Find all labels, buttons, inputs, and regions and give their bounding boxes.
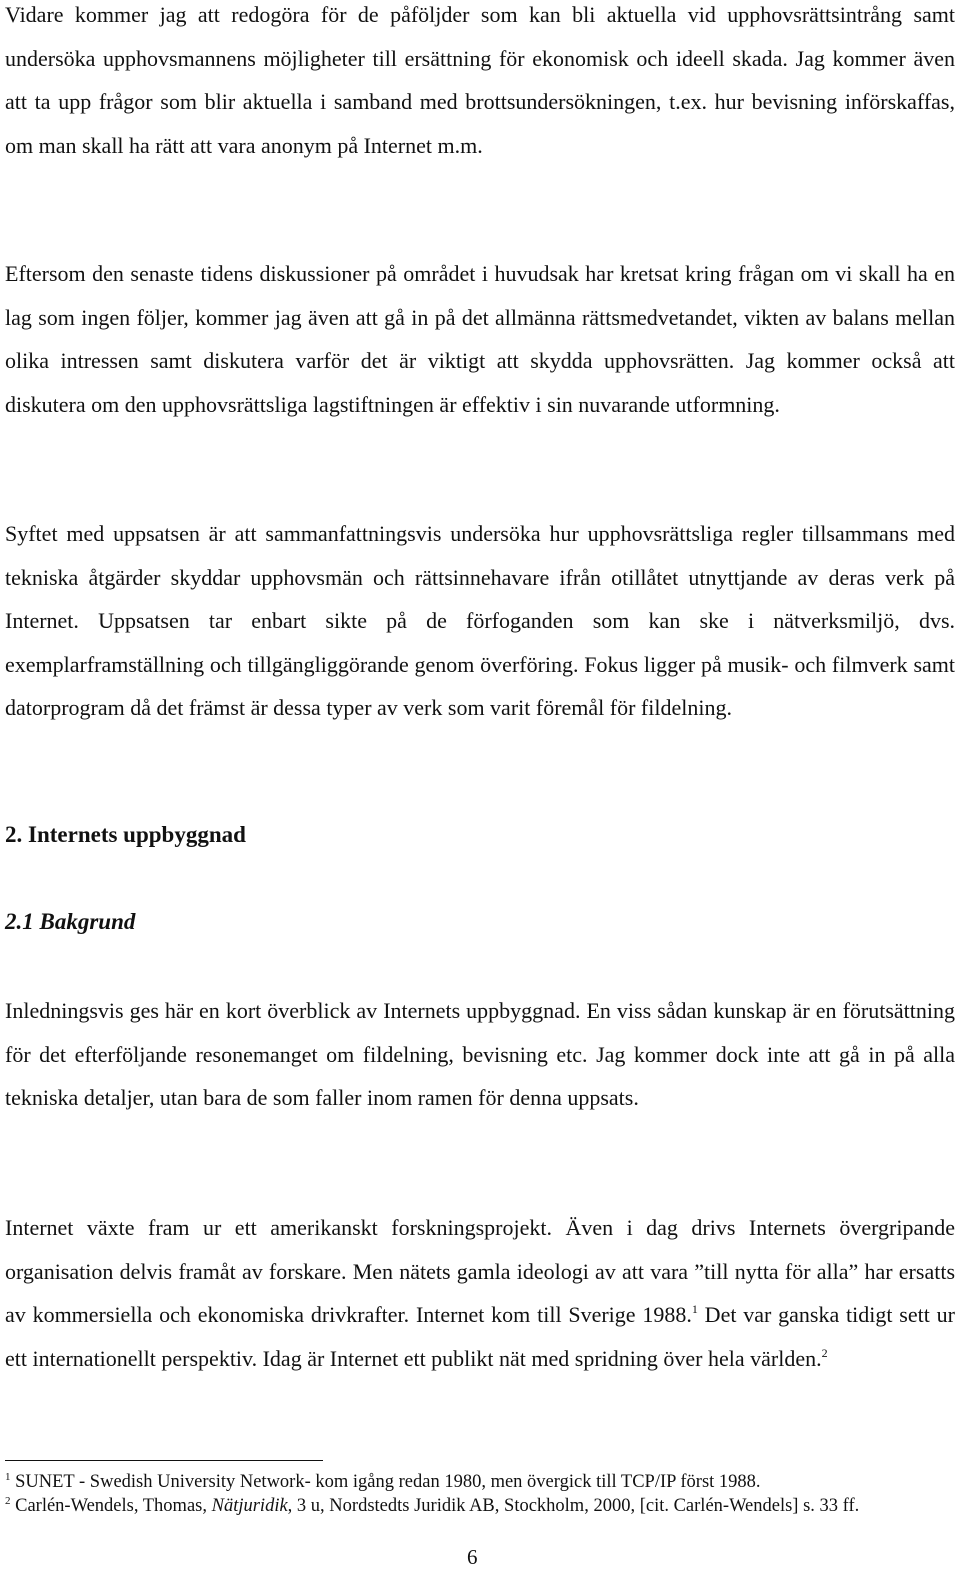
- subsection-heading: 2.1 Bakgrund: [5, 909, 136, 934]
- page-number: 6: [467, 1545, 478, 1569]
- footnote-marker: 2: [5, 1495, 11, 1507]
- paragraph-scope: Vidare kommer jag att redogöra för de påföljder som kan bli aktuella vid upphovsrättsintrång samt undersöka upphovsmannens möjligheter till ersättning för ekonomisk och ideell skada. Jag kommer även att ta upp frågor som blir aktuella i samband med brottsundersökningen, t.ex. hur bevisning införskaffas, om man skall ha rätt att vara anonym på Internet m.m.: [5, 2, 955, 158]
- footnote-text: SUNET - Swedish University Network- kom igång redan 1980, men övergick till TCP/IP först 1988.: [10, 1472, 761, 1492]
- section-heading: 2. Internets uppbyggnad: [5, 822, 246, 847]
- background-text-part2: Det var ganska tidigt sett ur ett internationellt perspektiv. Idag är Internet ett publikt nät med spridning över hela världen.: [5, 1302, 955, 1371]
- footnote-reference-2[interactable]: 2: [821, 1345, 828, 1360]
- footnote-separator: [5, 1460, 323, 1461]
- footnote-text: , 3 u, Nordstedts Juridik AB, Stockholm, 2000, [cit. Carlén-Wendels] s. 33 ff.: [287, 1496, 860, 1516]
- footnote-2: [5, 1494, 955, 1518]
- paragraph-purpose: Syftet med uppsatsen är att sammanfattningsvis undersöka hur upphovsrättsliga regler tillsammans med tekniska åtgärder skyddar upphovsmän och rättsinnehavare ifrån otillåtet utnyttjande av deras verk på Internet. Uppsatsen tar enbart sikte på de förfoganden som kan ske i nätverksmiljö, dvs. exemplarframställning och tillgängliggörande genom överföring. Fokus ligger på musik- och filmverk samt datorprogram då det främst är dessa typer av verk som varit föremål för fildelning.: [5, 521, 955, 720]
- footnote-book-title: Nätjuridik: [211, 1496, 288, 1516]
- paragraph-background: [5, 1206, 955, 1380]
- background-text-part1: Internet växte fram ur ett amerikanskt forskningsprojekt. Även i dag drivs Internets övergripande organisation delvis framåt av forskare. Men nätets gamla ideologi av att vara ”till nytta för alla” har ersatts av kommersiella och ekonomiska drivkrafter. Internet kom till Sverige 1988.: [5, 1215, 955, 1327]
- paragraph-discussion: Eftersom den senaste tidens diskussioner på området i huvudsak har kretsat kring frågan om vi skall ha en lag som ingen följer, kommer jag även att gå in på det allmänna rättsmedvetandet, vikten av balans mellan olika intressen samt diskutera varför det är viktigt att skydda upphovsrätten. Jag kommer också att diskutera om den upphovsrättsliga lagstiftningen är effektiv i sin nuvarande utformning.: [5, 261, 955, 417]
- footnote-marker: 1: [5, 1471, 11, 1483]
- footnote-text: Carlén-Wendels, Thomas,: [10, 1496, 212, 1516]
- footnote-1: [5, 1470, 955, 1494]
- paragraph-introduction: Inledningsvis ges här en kort överblick av Internets uppbyggnad. En viss sådan kunskap är en förutsättning för det efterföljande resonemanget om fildelning, bevisning etc. Jag kommer dock inte att gå in på alla tekniska detaljer, utan bara de som faller inom ramen för denna uppsats.: [5, 998, 955, 1110]
- footnote-reference-1[interactable]: 1: [691, 1302, 698, 1316]
